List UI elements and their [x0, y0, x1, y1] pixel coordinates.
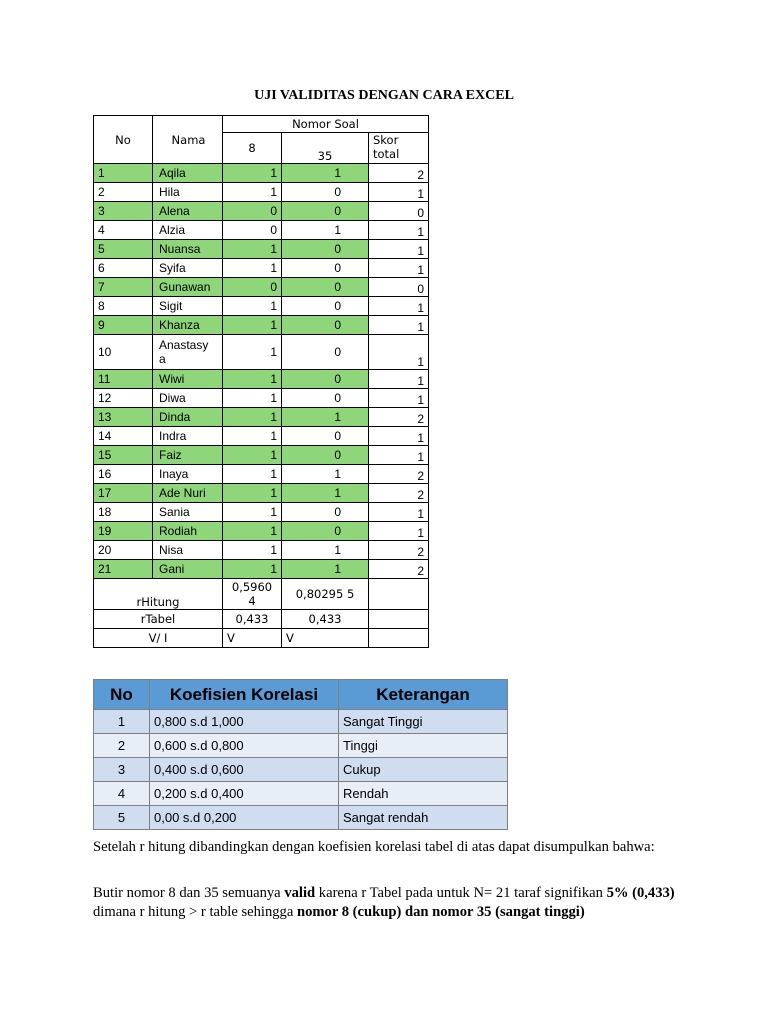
correlation-no: 5 [94, 806, 150, 830]
correlation-range: 0,200 s.d 0,400 [150, 782, 339, 806]
row-item-8: 0 [223, 278, 282, 297]
row-skor-total: 0 [369, 202, 429, 221]
row-nama: Alena [153, 202, 223, 221]
header-nomor-soal: Nomor Soal [223, 116, 429, 133]
row-no: 14 [94, 427, 153, 446]
row-item-8: 1 [223, 427, 282, 446]
row-nama: Syifa [153, 259, 223, 278]
row-item-35: 0 [282, 202, 369, 221]
conclusion-result: nomor 8 (cukup) dan nomor 35 (sangat tinggi) [296, 904, 585, 920]
row-nama: Nisa [153, 541, 223, 560]
correlation-no: 1 [94, 710, 150, 734]
conclusion-text-3: dimana r hitung > r table sehingga [93, 904, 297, 920]
row-nama: Faiz [153, 446, 223, 465]
row-item-35: 0 [282, 259, 369, 278]
row-nama: Rodiah [153, 522, 223, 541]
row-skor-total: 0 [369, 278, 429, 297]
table-row [94, 560, 429, 579]
row-item-35: 1 [282, 484, 369, 503]
conclusion-significance: 5% (0,433) [606, 885, 675, 901]
row-no: 21 [94, 560, 153, 579]
row-skor-total: 1 [369, 389, 429, 408]
table-row [94, 297, 429, 316]
row-item-8: 0 [223, 202, 282, 221]
correlation-header-no: No [94, 680, 150, 710]
table-row [94, 370, 429, 389]
row-item-35: 1 [282, 541, 369, 560]
table-header-row [94, 116, 429, 133]
row-nama: Dinda [153, 408, 223, 427]
correlation-keterangan: Sangat rendah [339, 806, 508, 830]
row-item-35: 0 [282, 427, 369, 446]
row-item-8: 1 [223, 541, 282, 560]
rhitung-item-35: 0,80295 5 [282, 579, 369, 610]
row-item-35: 0 [282, 183, 369, 202]
row-nama: Nuansa [153, 240, 223, 259]
row-skor-total: 1 [369, 522, 429, 541]
correlation-keterangan: Cukup [339, 758, 508, 782]
row-no: 3 [94, 202, 153, 221]
correlation-keterangan: Rendah [339, 782, 508, 806]
row-nama: Sigit [153, 297, 223, 316]
correlation-row [94, 782, 508, 806]
row-item-35: 1 [282, 465, 369, 484]
correlation-no: 2 [94, 734, 150, 758]
row-item-35: 0 [282, 335, 369, 370]
table-row [94, 446, 429, 465]
table-row [94, 389, 429, 408]
rtabel-item-35: 0,433 [282, 610, 369, 629]
correlation-header-keterangan: Keterangan [339, 680, 508, 710]
row-item-35: 0 [282, 240, 369, 259]
row-nama: Anastasy a [153, 335, 223, 370]
correlation-row [94, 758, 508, 782]
row-skor-total: 1 [369, 183, 429, 202]
row-nama: Hila [153, 183, 223, 202]
conclusion-intro: Setelah r hitung dibandingkan dengan koefisien korelasi tabel di atas dapat disumpulkan bahwa: [93, 839, 655, 855]
conclusion-text-2: karena r Tabel pada untuk N= 21 taraf signifikan [315, 885, 607, 901]
row-no: 9 [94, 316, 153, 335]
row-no: 5 [94, 240, 153, 259]
vi-item-35: V [282, 629, 369, 648]
table-row [94, 427, 429, 446]
row-skor-total: 1 [369, 335, 429, 370]
rtabel-item-8: 0,433 [223, 610, 282, 629]
row-no: 8 [94, 297, 153, 316]
table-row [94, 240, 429, 259]
rhitung-item-8: 0,5960 4 [223, 579, 282, 610]
row-item-8: 0 [223, 221, 282, 240]
rtabel-row [94, 610, 429, 629]
correlation-row [94, 734, 508, 758]
correlation-row [94, 710, 508, 734]
row-nama: Ade Nuri [153, 484, 223, 503]
row-nama: Aqila [153, 164, 223, 183]
row-item-8: 1 [223, 183, 282, 202]
row-no: 17 [94, 484, 153, 503]
row-no: 15 [94, 446, 153, 465]
row-skor-total: 2 [369, 164, 429, 183]
document-title: UJI VALIDITAS DENGAN CARA EXCEL [254, 88, 514, 103]
row-skor-total: 1 [369, 446, 429, 465]
row-nama: Indra [153, 427, 223, 446]
rtabel-label: rTabel [94, 610, 223, 629]
row-item-8: 1 [223, 316, 282, 335]
row-nama: Diwa [153, 389, 223, 408]
header-item-35: 35 [282, 133, 369, 164]
row-skor-total: 1 [369, 370, 429, 389]
correlation-range: 0,00 s.d 0,200 [150, 806, 339, 830]
vi-row [94, 629, 429, 648]
header-item-8: 8 [223, 133, 282, 164]
header-skor-total: Skor total [369, 133, 429, 164]
row-skor-total: 1 [369, 221, 429, 240]
row-item-8: 1 [223, 446, 282, 465]
table-row [94, 335, 429, 370]
row-item-8: 1 [223, 297, 282, 316]
row-no: 6 [94, 259, 153, 278]
vi-label: V/ I [94, 629, 223, 648]
table-row [94, 183, 429, 202]
row-no: 13 [94, 408, 153, 427]
row-nama: Gunawan [153, 278, 223, 297]
rtabel-skor-empty [369, 610, 429, 629]
row-item-8: 1 [223, 408, 282, 427]
row-item-35: 1 [282, 221, 369, 240]
rhitung-row [94, 579, 429, 610]
table-row [94, 202, 429, 221]
correlation-range: 0,600 s.d 0,800 [150, 734, 339, 758]
table-row [94, 408, 429, 427]
table-row [94, 541, 429, 560]
row-item-35: 1 [282, 560, 369, 579]
row-no: 16 [94, 465, 153, 484]
correlation-range: 0,400 s.d 0,600 [150, 758, 339, 782]
row-item-35: 0 [282, 297, 369, 316]
row-nama: Khanza [153, 316, 223, 335]
header-no: No [94, 116, 153, 164]
table-row [94, 316, 429, 335]
row-no: 11 [94, 370, 153, 389]
row-item-8: 1 [223, 240, 282, 259]
conclusion-text-1: Butir nomor 8 dan 35 semuanya [93, 885, 285, 901]
row-skor-total: 1 [369, 503, 429, 522]
row-no: 1 [94, 164, 153, 183]
table-row [94, 164, 429, 183]
row-item-35: 0 [282, 389, 369, 408]
row-item-35: 1 [282, 408, 369, 427]
row-item-8: 1 [223, 370, 282, 389]
row-no: 10 [94, 335, 153, 370]
row-skor-total: 1 [369, 427, 429, 446]
row-item-8: 1 [223, 560, 282, 579]
row-item-35: 0 [282, 446, 369, 465]
table-row [94, 503, 429, 522]
correlation-range: 0,800 s.d 1,000 [150, 710, 339, 734]
conclusion-valid: valid [284, 885, 316, 901]
row-skor-total: 1 [369, 316, 429, 335]
row-item-35: 0 [282, 522, 369, 541]
row-item-8: 1 [223, 259, 282, 278]
table-row [94, 484, 429, 503]
row-item-8: 1 [223, 503, 282, 522]
row-no: 4 [94, 221, 153, 240]
row-skor-total: 2 [369, 541, 429, 560]
table-row [94, 259, 429, 278]
correlation-keterangan: Sangat Tinggi [339, 710, 508, 734]
correlation-keterangan: Tinggi [339, 734, 508, 758]
row-item-8: 1 [223, 522, 282, 541]
row-no: 2 [94, 183, 153, 202]
row-no: 19 [94, 522, 153, 541]
conclusion-text [93, 884, 683, 922]
row-item-8: 1 [223, 335, 282, 370]
correlation-header-koefisien: Koefisien Korelasi [150, 680, 339, 710]
row-item-35: 0 [282, 316, 369, 335]
table-row [94, 522, 429, 541]
rhitung-label: rHitung [94, 579, 223, 610]
correlation-no: 3 [94, 758, 150, 782]
row-no: 20 [94, 541, 153, 560]
table-row [94, 221, 429, 240]
row-nama: Gani [153, 560, 223, 579]
row-no: 7 [94, 278, 153, 297]
row-item-8: 1 [223, 484, 282, 503]
row-nama: Inaya [153, 465, 223, 484]
row-nama: Sania [153, 503, 223, 522]
row-item-8: 1 [223, 164, 282, 183]
vi-skor-empty [369, 629, 429, 648]
row-item-8: 1 [223, 465, 282, 484]
row-skor-total: 2 [369, 465, 429, 484]
correlation-header-row [94, 680, 508, 710]
row-skor-total: 2 [369, 484, 429, 503]
row-skor-total: 2 [369, 408, 429, 427]
table-row [94, 278, 429, 297]
correlation-no: 4 [94, 782, 150, 806]
row-no: 18 [94, 503, 153, 522]
row-skor-total: 1 [369, 297, 429, 316]
rhitung-skor-empty [369, 579, 429, 610]
row-no: 12 [94, 389, 153, 408]
row-skor-total: 2 [369, 560, 429, 579]
row-skor-total: 1 [369, 259, 429, 278]
validity-table [93, 115, 429, 648]
row-item-8: 1 [223, 389, 282, 408]
row-nama: Wiwi [153, 370, 223, 389]
correlation-row [94, 806, 508, 830]
row-skor-total: 1 [369, 240, 429, 259]
vi-item-8: V [223, 629, 282, 648]
row-item-35: 0 [282, 503, 369, 522]
header-nama: Nama [153, 116, 223, 164]
row-item-35: 0 [282, 370, 369, 389]
correlation-table [93, 679, 508, 830]
row-nama: Alzia [153, 221, 223, 240]
row-item-35: 0 [282, 278, 369, 297]
row-item-35: 1 [282, 164, 369, 183]
table-row [94, 465, 429, 484]
